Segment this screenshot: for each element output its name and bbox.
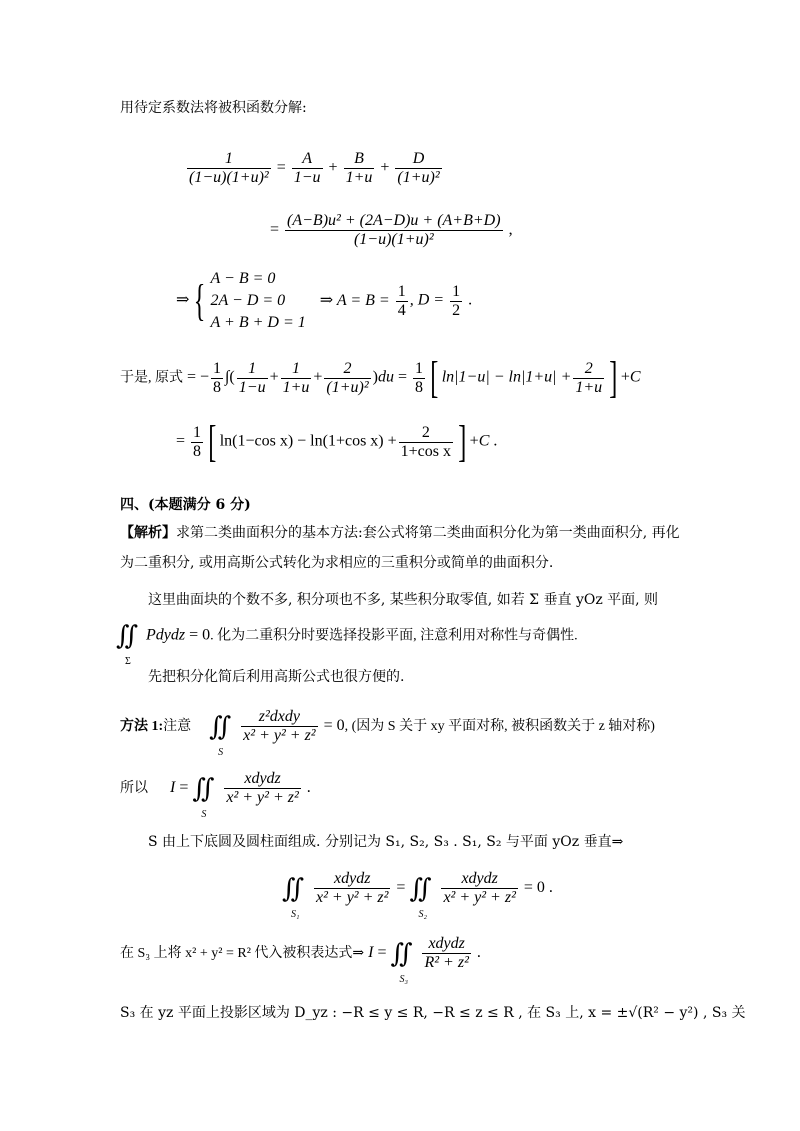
t1-den: 1−u (293, 169, 321, 186)
s3-text: 在 S₃ 上将 x² + y² = R² 代入被积表达式⇒ (120, 946, 365, 962)
s-desc: S 由上下底圆及圆柱面组成. 分别记为 S₁, S₂, S₃ . S₁, S₂ 与平面 yOz 垂直⇒ (148, 834, 624, 850)
integral-s2: ∬ S₂ (409, 873, 432, 920)
section4-heading: 四、(本题满分 6 分) (120, 497, 251, 513)
r2-fraction: $\frac{\text{xdydz}}{\text{R² + z²}}$ (424, 935, 469, 971)
partial-fraction-eq: $\frac{1}{\text{(1−u)(1+u)²}}$ = $\frac{A}{1-u}$ + $\frac{B}{1+u}$ + $\frac{D}{\text{(1+u)²}}$ (189, 150, 440, 186)
para1b-line: ∬ Σ Pdydz = 0. 化为二重积分时要选择投影平面, 注意利用对称性与奇偶性. (116, 621, 578, 667)
system-result-prefix: ⇒ A = B = (319, 291, 394, 309)
system-equations (211, 268, 306, 334)
analysis-line-2: 为二重积分, 或用高斯公式转化为求相应的三重积分或简单的曲面积分. (120, 555, 554, 571)
t2-den: 1+u (345, 169, 373, 186)
combined-fraction (285, 212, 503, 249)
frac-2-1pu: $\frac{2}{1+u}$ (575, 359, 603, 396)
therefore-line: 所以 I = ∬ S $\frac{\text{xdydz}}{\text{x² + y² + z²}}$ . (120, 770, 311, 820)
projection-line: S₃ 在 yz 平面上投影区域为 D_yz : −R ≤ y ≤ R, −R ≤ z ≤ R , 在 S₃ 上, x = ±√(R² − y²) , S₃ 关 (120, 1005, 746, 1021)
left-brace: { (194, 276, 206, 325)
d-num: 1 (452, 282, 461, 300)
eq2: 2A − D = 0 (210, 292, 286, 309)
term-a (292, 150, 323, 187)
result-line-2: = $\frac{1}{8}$ [ ln(1−cos x) − ln(1+cos x) + $\frac{2}{\text{1+cos x}}$ ] +C . (176, 417, 498, 466)
z2-fraction: $\frac{\text{z²dxdy}}{\text{x² + y² + z²}}$ (243, 708, 316, 744)
coef-1-8: $\frac{1}{8}$ (213, 359, 222, 396)
eq3: A + B + D = 1 (210, 314, 306, 331)
double-integral-sigma: ∬ Σ (116, 621, 139, 667)
integral-s: ∬ S (209, 711, 232, 758)
para1b-text: . 化为二重积分时要选择投影平面, 注意利用对称性与奇偶性. (210, 628, 578, 644)
analysis-line-1 (120, 523, 680, 543)
para1: 这里曲面块的个数不多, 积分项也不多, 某些积分取零值, 如若 Σ 垂直 yOz 平面, 则 (148, 592, 659, 608)
lhs-fraction (187, 150, 271, 187)
result-line-1: 于是, 原式 = − $\frac{1}{8}$ ∫( $\frac{1}{1-u}$ + $\frac{1}{1+u}$ + $\frac{2}{\text{(1+u)²}}$ )du = $\frac{1}{8}$ [ ln|1−u| − ln|1+u| + $\frac{2}{1+u}$ ] +C (120, 353, 641, 402)
s3-line: 在 S₃ 上将 x² + y² = R² 代入被积表达式⇒ I = ∬ S₃ $\frac{\text{xdydz}}{\text{R² + z²}}$ . (120, 935, 481, 985)
ab-num: 1 (397, 282, 406, 300)
combined-den: (1−u)(1+u)² (353, 231, 434, 248)
therefore-label: 所以 (120, 781, 148, 797)
term-b (344, 150, 375, 187)
ab-fraction (396, 283, 408, 320)
method1-text: 注意 (163, 719, 192, 735)
t3-den: (1+u)² (397, 169, 440, 186)
integral-s-2: ∬ S (192, 773, 215, 820)
frac-2-cos: $\frac{2}{\text{1+cos x}}$ (400, 423, 451, 460)
lhs-den: (1−u)(1+u)² (189, 169, 269, 186)
eq1: A − B = 0 (210, 270, 276, 287)
method1-line: 方法 1:注意 ∬ S $\frac{\text{z²dxdy}}{\text{x² + y² + z²}}$ = 0, (因为 S 关于 xy 平面对称, 被积函数关于 z 轴对称) (120, 708, 655, 758)
analysis-text: 求第二类曲面积分的基本方法:套公式将第二类曲面积分化为第一类曲面积分, 再化 (176, 525, 680, 541)
d-prefix: , D = (409, 291, 449, 309)
result-label: 于是, 原式 (120, 370, 183, 386)
method1-label: 方法 1: (120, 719, 164, 735)
integral-s1: ∬ S₁ (282, 873, 305, 920)
x-fraction: $\frac{\text{xdydz}}{\text{x² + y² + z²}}$ (226, 770, 299, 806)
analysis-tag: 【解析】 (120, 525, 176, 541)
combined-num: (A−B)u² + (2A−D)u + (A+B+D) (287, 212, 501, 229)
t2-num: B (344, 150, 375, 169)
result-head-2: ln(1−cos x) − ln(1+cos x) + (219, 432, 397, 450)
d-den: 2 (452, 301, 461, 319)
system-block: ⇒ { A − B = 0 2A − D = 0 A + B + D = 1 ⇒ A = B = $\frac{1}{4}$ , D = $\frac{1}{2}$ . (176, 268, 472, 334)
t1-num: A (292, 150, 323, 169)
method1-reason: , (因为 S 关于 xy 平面对称, 被积函数关于 z 轴对称) (344, 719, 655, 735)
intro-text: 用待定系数法将被积函数分解: (120, 100, 307, 116)
lhs-num: 1 (187, 150, 271, 169)
para2: 先把积分化简后利用高斯公式也很方便的. (148, 669, 405, 685)
t3-num: D (395, 150, 441, 169)
combined-eq: = $\frac{\text{(A−B)u² + (2A−D)u + (A+B+D)}}{\text{(1−u)(1+u)²}}$ , (270, 212, 513, 248)
s1-s2-zero: ∬ S₁ $\frac{\text{xdydz}}{\text{x² + y² + z²}}$ = ∬ S₂ $\frac{\text{xdydz}}{\text{x² + y² + z²}}$ = 0 . (282, 870, 553, 920)
integral-s3: ∬ S₃ (390, 938, 413, 985)
result-tail-1: ln|1−u| − ln|1+u| + (441, 368, 572, 386)
d-fraction (450, 283, 462, 320)
ab-den: 4 (397, 301, 406, 319)
term-d (395, 150, 441, 187)
